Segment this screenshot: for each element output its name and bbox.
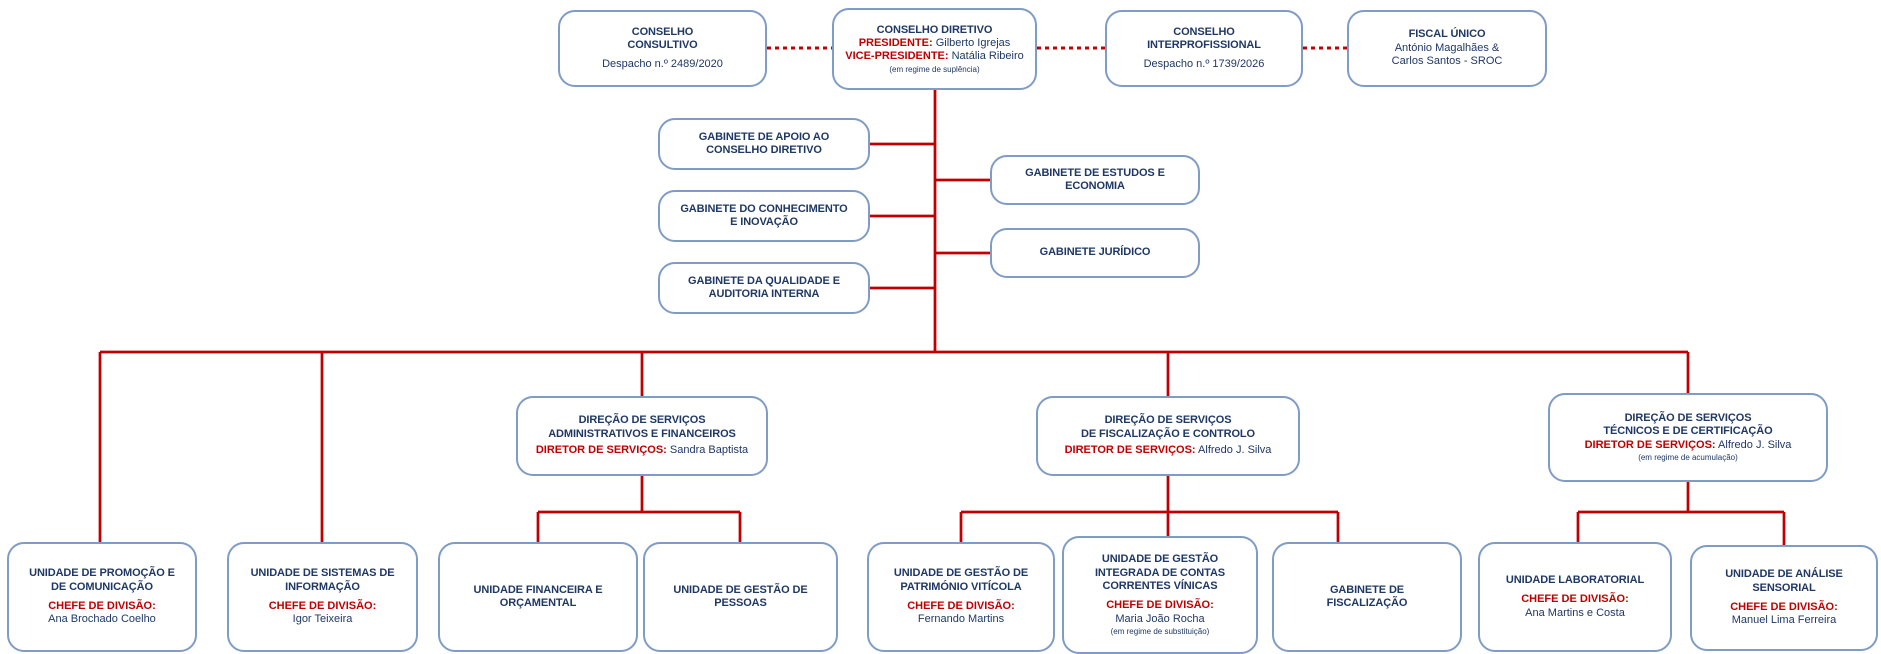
node-note: (em regime de substituição) (1110, 627, 1210, 637)
org-node-unidade-promocao-comunicacao (7, 542, 197, 652)
director-name: Alfredo J. Silva (1715, 438, 1792, 451)
node-title: CORRENTES VÍNICAS (1102, 579, 1218, 592)
presidente-line (859, 37, 1011, 50)
node-title: UNIDADE DE ANÁLISE (1725, 568, 1843, 581)
org-node-unidade-gestao-patrimonio-viticola (867, 542, 1055, 652)
node-title: ECONOMIA (1065, 180, 1125, 192)
chief-name: Fernando Martins (917, 613, 1005, 626)
node-subtitle: Despacho n.º 1739/2026 (1143, 57, 1265, 70)
org-node-conselho-diretivo (832, 8, 1037, 90)
node-title: CONSELHO (631, 25, 694, 38)
node-title: UNIDADE DE SISTEMAS DE (250, 567, 395, 580)
org-node-direcao-servicos-fiscalizacao-controlo (1036, 396, 1300, 476)
node-title: ADMINISTRATIVOS E FINANCEIROS (548, 427, 736, 440)
chief-name: Maria João Rocha (1115, 612, 1205, 625)
org-node-gabinete-apoio-conselho-diretivo (658, 118, 870, 170)
node-title: UNIDADE DE GESTÃO DE (673, 583, 808, 596)
chief-label: CHEFE DE DIVISÃO: (1106, 599, 1214, 612)
node-note: (em regime de suplência) (889, 64, 980, 74)
node-title: DIREÇÃO DE SERVIÇOS (1624, 412, 1752, 425)
org-node-conselho-consultivo (558, 10, 767, 87)
node-title: UNIDADE DE PROMOÇÃO E (29, 567, 175, 580)
vice-presidente-name: Natália Ribeiro (948, 50, 1024, 63)
org-node-fiscal-unico (1347, 10, 1547, 87)
node-title: GABINETE JURÍDICO (1039, 246, 1151, 259)
node-title: AUDITORIA INTERNA (708, 288, 820, 300)
chief-label: CHEFE DE DIVISÃO: (268, 600, 377, 612)
node-title: ORÇAMENTAL (499, 597, 577, 609)
node-title: DE FISCALIZAÇÃO E CONTROLO (1080, 427, 1255, 440)
node-title: INFORMAÇÃO (285, 580, 360, 593)
presidente-label: PRESIDENTE: (858, 36, 933, 49)
director-name: Sandra Baptista (666, 444, 749, 457)
node-title: UNIDADE LABORATORIAL (1505, 573, 1645, 586)
node-title: PESSOAS (714, 597, 767, 609)
director-name: Alfredo J. Silva (1195, 444, 1272, 457)
node-title: GABINETE DA QUALIDADE E (688, 274, 840, 287)
node-title: GABINETE DE APOIO AO (698, 130, 830, 143)
node-title: UNIDADE DE GESTÃO (1101, 553, 1219, 566)
org-node-unidade-analise-sensorial (1690, 545, 1878, 651)
org-node-gabinete-estudos-economia (990, 155, 1200, 205)
org-node-direcao-servicos-tecnicos-certificacao (1548, 393, 1828, 482)
vice-presidente-label: VICE-PRESIDENTE: (845, 50, 949, 63)
chief-name: Ana Martins e Costa (1525, 606, 1625, 619)
director-line (1585, 439, 1792, 452)
node-title: TÉCNICOS E DE CERTIFICAÇÃO (1603, 425, 1773, 438)
node-title: GABINETE DE ESTUDOS E (1025, 166, 1165, 179)
presidente-name: Gilberto Igrejas (932, 36, 1011, 49)
fiscal-name-line: Carlos Santos - SROC (1391, 55, 1503, 68)
director-label: DIRETOR DE SERVIÇOS: (1584, 438, 1716, 451)
node-title: UNIDADE FINANCEIRA E (473, 583, 603, 596)
node-title: DE COMUNICAÇÃO (51, 580, 153, 593)
org-node-unidade-sistemas-informacao (227, 542, 418, 652)
node-title: GABINETE DE (1329, 583, 1405, 596)
node-title: INTEGRADA DE CONTAS (1094, 566, 1226, 579)
vice-presidente-line (845, 50, 1024, 63)
node-title: CONSELHO (1173, 25, 1235, 38)
org-node-unidade-gestao-pessoas (643, 542, 838, 652)
chief-label: CHEFE DE DIVISÃO: (1730, 601, 1838, 613)
solid-hierarchy-connectors (100, 90, 1784, 545)
node-title: UNIDADE DE GESTÃO DE (893, 567, 1029, 580)
node-note: (em regime de acumulação) (1638, 453, 1738, 463)
node-subtitle: Despacho n.º 2489/2020 (602, 57, 723, 70)
org-node-unidade-gestao-integrada-contas-correntes-vinicas (1062, 536, 1258, 654)
chief-name: Ana Brochado Coelho (48, 613, 156, 626)
director-line (1065, 444, 1272, 457)
node-title: CONSELHO DIRETIVO (876, 23, 993, 36)
director-line (536, 444, 748, 457)
node-title: DIREÇÃO DE SERVIÇOS (1104, 414, 1232, 427)
fiscal-name-line: António Magalhães & (1394, 41, 1500, 54)
chief-label: CHEFE DE DIVISÃO: (48, 600, 156, 612)
org-node-gabinete-juridico (990, 228, 1200, 278)
org-node-gabinete-fiscalizacao (1272, 542, 1462, 652)
org-node-direcao-servicos-administrativos-financeiros (516, 396, 768, 476)
director-label: DIRETOR DE SERVIÇOS: (1064, 444, 1196, 457)
director-label: DIRETOR DE SERVIÇOS: (535, 444, 667, 457)
node-title: FISCAL ÚNICO (1408, 28, 1486, 41)
node-title: GABINETE DO CONHECIMENTO (680, 202, 848, 215)
org-node-unidade-financeira-orcamental (438, 542, 638, 652)
org-node-unidade-laboratorial (1478, 542, 1672, 652)
node-title: CONSELHO DIRETIVO (706, 144, 822, 156)
node-title: CONSULTIVO (627, 39, 698, 52)
chief-label: CHEFE DE DIVISÃO: (1521, 593, 1629, 606)
chief-name: Igor Teixeira (292, 613, 353, 626)
node-title: FISCALIZAÇÃO (1326, 597, 1408, 609)
chief-label: CHEFE DE DIVISÃO: (907, 600, 1015, 612)
org-node-gabinete-qualidade-auditoria (658, 262, 870, 314)
node-title: E INOVAÇÃO (730, 216, 798, 228)
node-title: PATRIMÓNIO VITÍCOLA (900, 580, 1022, 593)
node-title: SENSORIAL (1752, 581, 1816, 594)
org-node-conselho-interprofissional (1105, 10, 1303, 87)
org-node-gabinete-conhecimento-inovacao (658, 190, 870, 242)
chief-name: Manuel Lima Ferreira (1731, 614, 1837, 627)
node-title: DIREÇÃO DE SERVIÇOS (578, 414, 706, 427)
node-title: INTERPROFISSIONAL (1147, 39, 1261, 52)
